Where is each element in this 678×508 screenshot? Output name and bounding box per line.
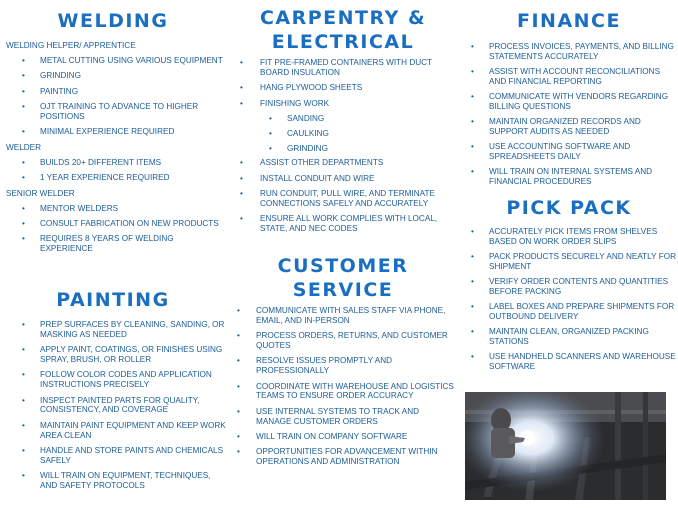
list-item: • FIT PRE-FRAMED CONTAINERS WITH DUCT BOARD INSULATION [240,58,432,77]
list-item: • COMMUNICATE WITH SALES STAFF VIA PHONE, EMAIL, AND IN-PERSON [237,306,446,325]
list-item: • RUN CONDUIT, PULL WIRE, AND TERMINATE CONNECTIONS SAFELY AND ACCURATELY [240,189,435,208]
welding-section [0,11,226,32]
bullet: • [237,306,240,315]
list-item: • WILL TRAIN ON EQUIPMENT, TECHNIQUES, AND SAFETY PROTOCOLS [22,471,211,490]
list-item: • 1 YEAR EXPERIENCE REQUIRED [22,173,170,183]
bullet: • [22,127,25,137]
bullet: • [22,56,25,65]
list-item: • WILL TRAIN ON COMPANY SOFTWARE [237,431,408,441]
bullet: • [240,83,243,93]
pick-pack-heading: PICK PACK [506,197,632,219]
bullet: • [471,326,474,336]
list-item: • VERIFY ORDER CONTENTS AND QUANTITIES BEFORE PACKING [471,276,669,296]
bullet: • [471,66,474,76]
list-item: • OPPORTUNITIES FOR ADVANCEMENT WITHIN OPERATIONS AND ADMINISTRATION [237,447,438,467]
finance-heading: FINANCE [517,10,621,32]
bullet: • [22,71,25,81]
list-item: • MINIMAL EXPERIENCE REQUIRED [22,127,175,137]
finance-section [460,11,678,32]
bullet: • [22,157,25,167]
list-item: • USE HANDHELD SCANNERS AND WAREHOUSE SOFTWARE [471,351,676,371]
list-item: • INSTALL CONDUIT AND WIRE [240,173,375,183]
list-item: • HANG PLYWOOD SHEETS [240,83,363,93]
bullet: • [471,141,474,151]
welder-photo-illustration [465,392,666,500]
bullet: • [22,420,25,430]
bullet: • [240,173,243,183]
bullet: • [237,431,240,441]
welder-photo [465,392,666,500]
bullet: • [240,214,243,224]
bullet: • [240,158,243,168]
bullet: • [22,102,25,112]
list-item: • ENSURE ALL WORK COMPLIES WITH LOCAL, STATE, AND NEC CODES [240,214,438,234]
list-item: • MAINTAIN CLEAN, ORGANIZED PACKING STATIONS [471,326,649,346]
list-item: • PREP SURFACES BY CLEANING, SANDING, OR MASKING AS NEEDED [22,320,225,339]
list-item: • PACK PRODUCTS SECURELY AND NEATLY FOR SHIPMENT [471,251,676,271]
bullet: • [237,331,240,341]
bullet: • [237,356,240,366]
list-item: • COORDINATE WITH WAREHOUSE AND LOGISTICS TEAMS TO ENSURE ORDER ACCURACY [237,381,454,401]
bullet: • [22,218,25,228]
bullet: • [471,251,474,261]
bullet: • [22,203,25,213]
bullet: • [471,301,474,311]
list-item: • WILL TRAIN ON INTERNAL SYSTEMS AND FINANCIAL PROCEDURES [471,166,653,186]
list-item: • COMMUNICATE WITH VENDORS REGARDING BILLING QUESTIONS [471,91,669,111]
bullet: • [471,351,474,361]
list-item: • INSPECT PAINTED PARTS FOR QUALITY, CONSISTENCY, AND COVERAGE [22,395,200,415]
list-subitem: • CAULKING [269,128,329,138]
carpentry-list [230,58,456,240]
list-item: • FOLLOW COLOR CODES AND APPLICATION INSTRUCTIONS PRECISELY [22,370,212,390]
list-item: • PROCESS ORDERS, RETURNS, AND CUSTOMER QUOTES [237,331,448,350]
bullet: • [22,471,25,481]
pick-pack-list [460,227,678,377]
list-item: • OJT TRAINING TO ADVANCE TO HIGHER POSITIONS [22,102,199,121]
welding-group-label: WELDING HELPER/ APPRENTICE [6,41,136,50]
painting-heading: PAINTING [56,289,170,311]
list-item: • LABEL BOXES AND PREPARE SHIPMENTS FOR OUTBOUND DELIVERY [471,301,675,321]
list-item: • ASSIST OTHER DEPARTMENTS [240,158,384,168]
bullet: • [269,143,272,153]
list-item: • PROCESS INVOICES, PAYMENTS, AND BILLING STATEMENTS ACCURATELY [471,42,674,61]
bullet: • [22,345,25,355]
bullet: • [22,320,25,329]
bullet: • [240,58,243,67]
finance-list [460,42,678,192]
list-item: • HANDLE AND STORE PAINTS AND CHEMICALS SAFELY [22,445,224,465]
list-item: • APPLY PAINT, COATINGS, OR FINISHES USING SPRAY, BRUSH, OR ROLLER [22,345,223,364]
list-item: • FINISHING WORK [240,98,330,108]
bullet: • [237,406,240,416]
list-item: • BUILDS 20+ DIFFERENT ITEMS [22,157,162,167]
bullet: • [471,116,474,126]
list-item: • USE ACCOUNTING SOFTWARE AND SPREADSHEETS DAILY [471,141,631,161]
bullet: • [471,166,474,176]
list-item: • USE INTERNAL SYSTEMS TO TRACK AND MANAGE CUSTOMER ORDERS [237,406,420,426]
bullet: • [471,227,474,236]
list-item: • REQUIRES 8 YEARS OF WELDING EXPERIENCE [22,234,174,254]
list-subitem: • GRINDING [269,143,328,153]
customer-service-heading-line1: CUSTOMER [277,255,409,277]
bullet: • [471,42,474,51]
bullet: • [22,395,25,405]
list-item: • PAINTING [22,86,79,96]
list-item: • ASSIST WITH ACCOUNT RECONCILIATIONS AND FINANCIAL REPORTING [471,66,661,86]
list-item: • MAINTAIN PAINT EQUIPMENT AND KEEP WORK AREA CLEAN [22,420,226,440]
bullet: • [22,234,25,244]
carpentry-heading-line1: CARPENTRY & [259,7,427,29]
list-item: • GRINDING [22,71,81,81]
list-item: • METAL CUTTING USING VARIOUS EQUIPMENT [22,56,223,65]
bullet: • [471,276,474,286]
list-item: • CONSULT FABRICATION ON NEW PRODUCTS [22,218,219,228]
list-item: • RESOLVE ISSUES PROMPTLY AND PROFESSIONALLY [237,356,393,376]
carpentry-section [230,8,456,53]
bullet: • [240,98,243,108]
customer-service-section [230,256,456,301]
welding-list [0,41,226,260]
customer-service-heading-line2: SERVICE [292,279,394,301]
list-item: • MENTOR WELDERS [22,203,119,213]
welding-group-label: WELDER [6,142,42,152]
list-item: • MAINTAIN ORGANIZED RECORDS AND SUPPORT AUDITS AS NEEDED [471,116,641,136]
bullet: • [22,173,25,183]
bullet: • [22,86,25,96]
welding-group-label: SENIOR WELDER [6,188,75,198]
painting-section [0,290,226,311]
list-item: • ACCURATELY PICK ITEMS FROM SHELVES BASED ON WORK ORDER SLIPS [471,227,658,246]
painting-list [0,320,226,496]
welding-heading: WELDING [57,10,169,32]
bullet: • [22,445,25,455]
bullet: • [237,447,240,457]
bullet: • [471,91,474,101]
bullet: • [22,370,25,380]
pick-pack-section [460,198,678,219]
bullet: • [237,381,240,391]
bullet: • [269,128,272,138]
bullet: • [240,189,243,199]
carpentry-heading-line2: ELECTRICAL [271,31,415,53]
list-subitem: • SANDING [269,113,325,123]
bullet: • [269,113,272,123]
customer-service-list [230,306,456,473]
